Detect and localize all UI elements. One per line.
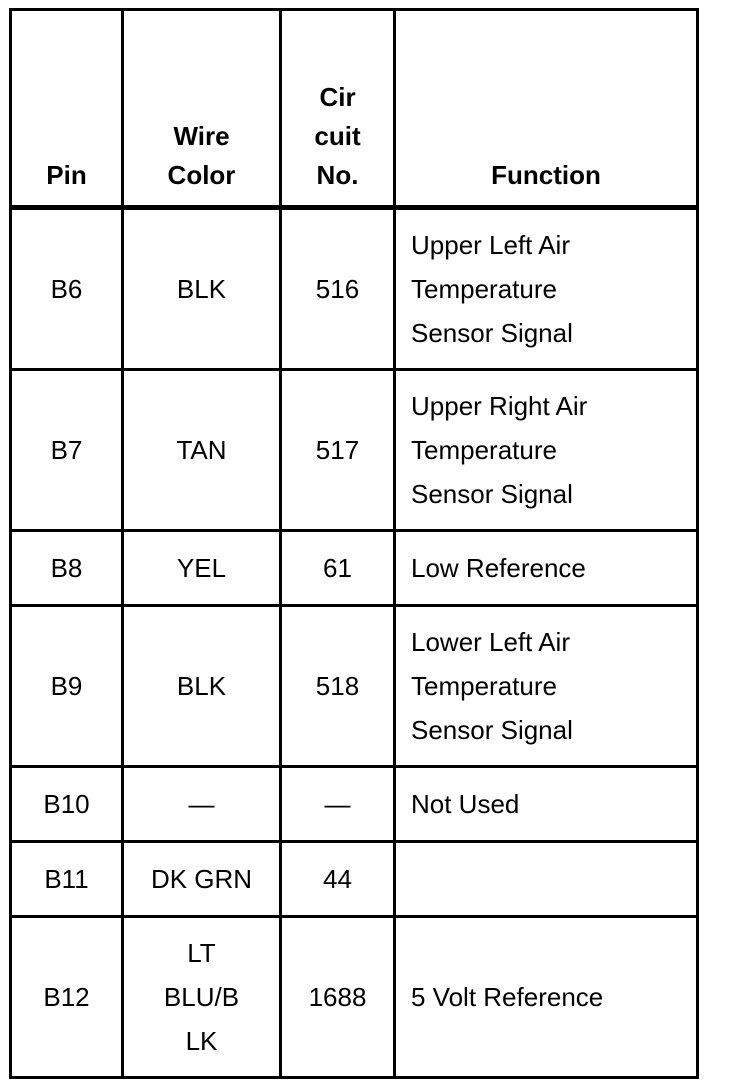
- function-line: Upper Right Air: [411, 391, 588, 421]
- table-row: [11, 767, 698, 842]
- header-circuit-line: Cir: [319, 82, 356, 112]
- pin-cell: B12: [11, 917, 123, 1078]
- circuit-cell: 1688: [281, 917, 395, 1078]
- header-pin: [11, 10, 123, 208]
- pin-cell: B7: [11, 370, 123, 531]
- wire-color-line: YEL: [176, 553, 227, 583]
- wire-color-cell: [123, 842, 281, 917]
- pin-cell: B10: [11, 767, 123, 842]
- wire-color-line: LK: [185, 1026, 218, 1056]
- function-cell: [395, 767, 698, 842]
- wire-color-cell: [123, 370, 281, 531]
- function-line: Sensor Signal: [411, 715, 573, 745]
- wire-color-cell: [123, 767, 281, 842]
- circuit-cell: 44: [281, 842, 395, 917]
- function-line: 5 Volt Reference: [411, 982, 604, 1012]
- table-row: [11, 917, 698, 1078]
- function-line: Temperature: [411, 435, 557, 465]
- connector-pinout-table-wrapper: [9, 8, 699, 1079]
- function-line: Sensor Signal: [411, 479, 573, 509]
- circuit-cell: 516: [281, 208, 395, 370]
- function-line: Not Used: [411, 789, 520, 819]
- circuit-cell: 517: [281, 370, 395, 531]
- wire-color-line: DK GRN: [150, 864, 253, 894]
- header-wire-color-line: Wire: [173, 121, 230, 151]
- header-function-line: Function: [491, 160, 601, 190]
- header-row: [11, 10, 698, 208]
- function-cell: [395, 917, 698, 1078]
- wire-color-line: BLK: [176, 274, 227, 304]
- function-cell: [395, 370, 698, 531]
- function-cell: [395, 208, 698, 370]
- function-cell: [395, 531, 698, 606]
- header-circuit-line: cuit: [314, 121, 361, 151]
- wire-color-line: —: [188, 789, 215, 819]
- table-row: [11, 531, 698, 606]
- wire-color-line: BLU/B: [163, 982, 240, 1012]
- function-line: Lower Left Air: [411, 627, 570, 657]
- function-line: Sensor Signal: [411, 318, 573, 348]
- function-line: Temperature: [411, 671, 557, 701]
- circuit-cell: 61: [281, 531, 395, 606]
- header-wire-color-line: Color: [167, 160, 236, 190]
- header-wire-color: [123, 10, 281, 208]
- wire-color-line: TAN: [176, 435, 227, 465]
- circuit-cell: —: [281, 767, 395, 842]
- pin-cell: B9: [11, 606, 123, 767]
- function-line: Low Reference: [411, 553, 586, 583]
- function-cell: [395, 606, 698, 767]
- wire-color-line: BLK: [176, 671, 227, 701]
- wire-color-cell: [123, 917, 281, 1078]
- header-circuit-line: No.: [316, 160, 359, 190]
- function-cell: [395, 842, 698, 917]
- header-function: [395, 10, 698, 208]
- function-line: Upper Left Air: [411, 230, 570, 260]
- wire-color-line: LT: [187, 938, 216, 968]
- header-pin-line: Pin: [46, 160, 87, 190]
- table-row: [11, 606, 698, 767]
- circuit-cell: 518: [281, 606, 395, 767]
- header-circuit-no: [281, 10, 395, 208]
- table-row: [11, 208, 698, 370]
- pin-cell: B6: [11, 208, 123, 370]
- function-line: Temperature: [411, 274, 557, 304]
- wire-color-cell: [123, 208, 281, 370]
- wire-color-cell: [123, 606, 281, 767]
- connector-pinout-table: [9, 8, 699, 1079]
- table-row: [11, 842, 698, 917]
- wire-color-cell: [123, 531, 281, 606]
- table-row: [11, 370, 698, 531]
- pin-cell: B11: [11, 842, 123, 917]
- pin-cell: B8: [11, 531, 123, 606]
